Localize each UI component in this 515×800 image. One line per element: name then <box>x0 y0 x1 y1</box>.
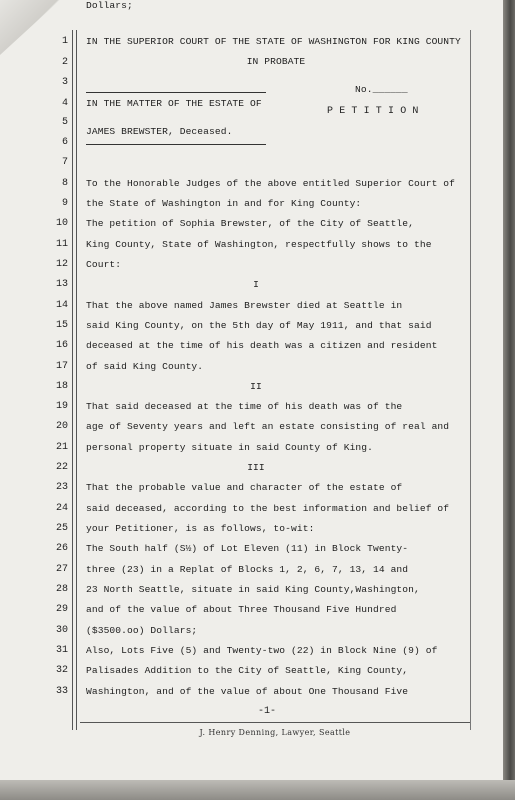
page-number: -1- <box>258 706 277 717</box>
line-number: 10 <box>55 218 68 229</box>
caption-rule-bottom <box>86 144 266 145</box>
line-number: 21 <box>55 442 68 453</box>
body-line: said deceased, according to the best information and belief of <box>86 503 450 514</box>
line-number: 14 <box>55 300 68 311</box>
margin-rule-left <box>72 30 73 730</box>
line-number: 15 <box>55 320 68 331</box>
line-number: 33 <box>55 686 68 697</box>
body-line: the State of Washington in and for King County: <box>86 198 362 209</box>
line-number: 8 <box>61 178 68 189</box>
margin-rule-right <box>470 30 471 730</box>
body-line: said King County, on the 5th day of May 1911, and that said <box>86 320 432 331</box>
margin-rule-left-inner <box>76 30 77 730</box>
line-number: 31 <box>55 645 68 656</box>
section-numeral: I <box>253 279 259 290</box>
body-line: deceased at the time of his death was a citizen and resident <box>86 340 438 351</box>
body-line: That the probable value and character of the estate of <box>86 482 403 493</box>
body-line: of said King County. <box>86 361 204 372</box>
decedent-line: JAMES BREWSTER, Deceased. <box>86 126 233 137</box>
body-line: The South half (S½) of Lot Eleven (11) in Block Twenty- <box>86 543 409 554</box>
line-number: 22 <box>55 462 68 473</box>
body-line: and of the value of about Three Thousand Five Hundred <box>86 604 397 615</box>
body-line: Palisades Addition to the City of Seattle, King County, <box>86 665 409 676</box>
line-number: 4 <box>61 98 68 109</box>
body-line: That said deceased at the time of his death was of the <box>86 401 403 412</box>
line-number: 17 <box>55 361 68 372</box>
body-line: To the Honorable Judges of the above entitled Superior Court of <box>86 178 456 189</box>
body-line: age of Seventy years and left an estate consisting of real and <box>86 421 450 432</box>
body-line: King County, State of Washington, respectfully shows to the <box>86 239 432 250</box>
body-line: your Petitioner, is as follows, to-wit: <box>86 523 315 534</box>
court-subtitle: IN PROBATE <box>246 56 306 67</box>
line-number: 19 <box>55 401 68 412</box>
line-number: 12 <box>55 259 68 270</box>
line-number: 5 <box>61 117 68 128</box>
body-line: ($3500.oo) Dollars; <box>86 625 198 636</box>
section-numeral: III <box>247 462 265 473</box>
line-number: 7 <box>61 157 68 168</box>
binding-edge <box>503 0 515 800</box>
line-number: 11 <box>55 239 68 250</box>
firm-footer: J. Henry Denning, Lawyer, Seattle <box>199 728 351 737</box>
line-number: 29 <box>55 604 68 615</box>
line-number: 9 <box>61 198 68 209</box>
line-number: 30 <box>55 625 68 636</box>
matter-line: IN THE MATTER OF THE ESTATE OF <box>86 98 262 109</box>
court-title: IN THE SUPERIOR COURT OF THE STATE OF WASHINGTON FOR KING COUNTY <box>86 36 461 47</box>
section-numeral: II <box>250 381 262 392</box>
line-number: 20 <box>55 421 68 432</box>
line-number: 23 <box>55 482 68 493</box>
line-number: 3 <box>61 77 68 88</box>
line-number: 27 <box>55 564 68 575</box>
body-line: three (23) in a Replat of Blocks 1, 2, 6, 7, 13, 14 and <box>86 564 409 575</box>
line-number: 13 <box>55 279 68 290</box>
body-line: The petition of Sophia Brewster, of the City of Seattle, <box>86 218 415 229</box>
caption-rule <box>86 92 266 93</box>
line-number: 6 <box>61 137 68 148</box>
bottom-edge <box>0 780 515 800</box>
body-line: Also, Lots Five (5) and Twenty-two (22) in Block Nine (9) of <box>86 645 438 656</box>
line-number: 2 <box>61 57 68 68</box>
line-number: 32 <box>55 665 68 676</box>
line-number: 1 <box>61 36 68 47</box>
line-number: 24 <box>55 503 68 514</box>
body-line: personal property situate in said County of King. <box>86 442 374 453</box>
line-number: 26 <box>55 543 68 554</box>
line-number: 16 <box>55 340 68 351</box>
body-line: That the above named James Brewster died at Seattle in <box>86 300 403 311</box>
line-number: 18 <box>55 381 68 392</box>
line-number: 28 <box>55 584 68 595</box>
body-line: Washington, and of the value of about One Thousand Five <box>86 686 409 697</box>
document-type: P E T I T I O N <box>327 106 419 117</box>
body-line: 23 North Seattle, situate in said King County,Washington, <box>86 584 420 595</box>
case-number: No.______ <box>355 84 408 95</box>
body-line: Court: <box>86 259 122 270</box>
line-number: 25 <box>55 523 68 534</box>
body-line: Dollars; <box>86 0 133 11</box>
footer-rule <box>80 722 470 723</box>
